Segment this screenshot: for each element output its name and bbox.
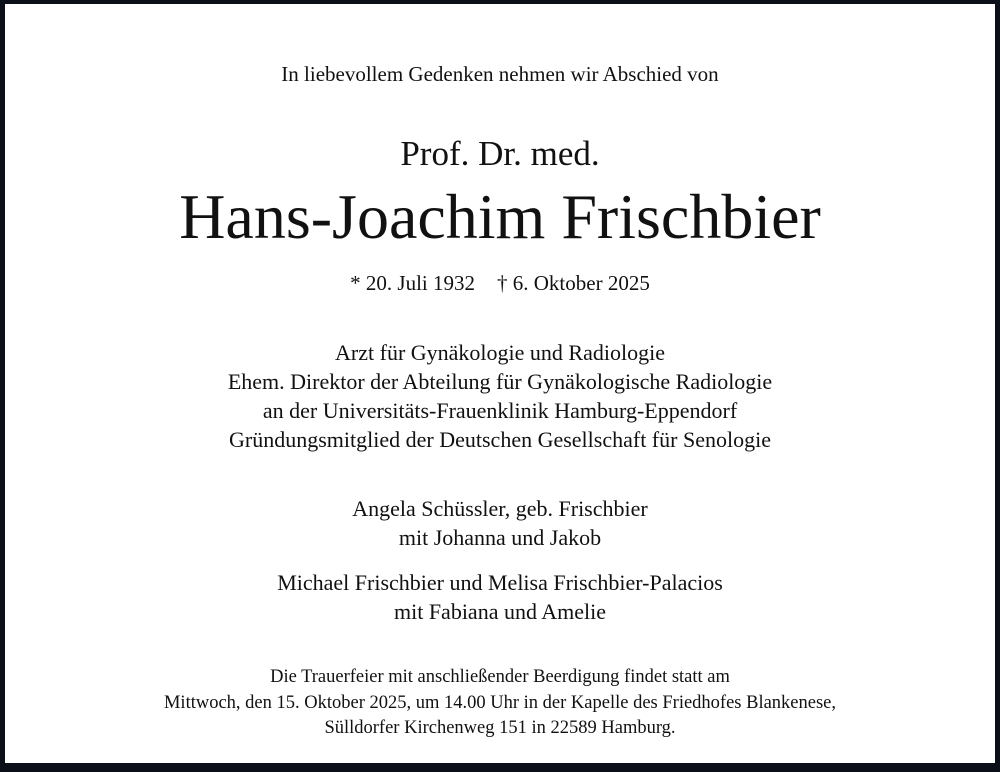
family-group bbox=[5, 568, 995, 626]
family-line: Angela Schüssler, geb. Frischbier bbox=[352, 496, 648, 521]
family-line: mit Johanna und Jakob bbox=[398, 525, 602, 550]
profession-line: Gründungsmitglied der Deutschen Gesellschaft für Senologie bbox=[229, 427, 771, 452]
life-dates bbox=[5, 271, 995, 296]
profession-block bbox=[5, 338, 995, 454]
academic-title: Prof. Dr. med. bbox=[400, 134, 600, 173]
family-line: Michael Frischbier und Melisa Frischbier-Palacios bbox=[277, 570, 723, 595]
profession-line: Arzt für Gynäkologie und Radiologie bbox=[335, 340, 665, 365]
profession-line: Ehem. Direktor der Abteilung für Gynäkologische Radiologie bbox=[227, 369, 773, 394]
service-line: Mittwoch, den 15. Oktober 2025, um 14.00 Uhr in der Kapelle des Friedhofes Blankenese, bbox=[163, 692, 837, 713]
death-date: † 6. Oktober 2025 bbox=[497, 271, 650, 295]
family-line: mit Fabiana und Amelie bbox=[393, 599, 607, 624]
service-line: Sülldorfer Kirchenweg 151 in 22589 Hamburg. bbox=[324, 718, 676, 738]
obituary-notice bbox=[5, 4, 995, 763]
family-group bbox=[5, 494, 995, 552]
profession-line: an der Universitäts-Frauenklinik Hamburg-Eppendorf bbox=[262, 398, 738, 423]
service-info bbox=[5, 665, 995, 742]
service-line: Die Trauerfeier mit anschließender Beerdigung findet statt am bbox=[270, 667, 730, 687]
intro-line: In liebevollem Gedenken nehmen wir Abschied von bbox=[281, 62, 719, 86]
birth-date: * 20. Juli 1932 bbox=[350, 271, 475, 295]
deceased-name: Hans-Joachim Frischbier bbox=[179, 181, 821, 252]
